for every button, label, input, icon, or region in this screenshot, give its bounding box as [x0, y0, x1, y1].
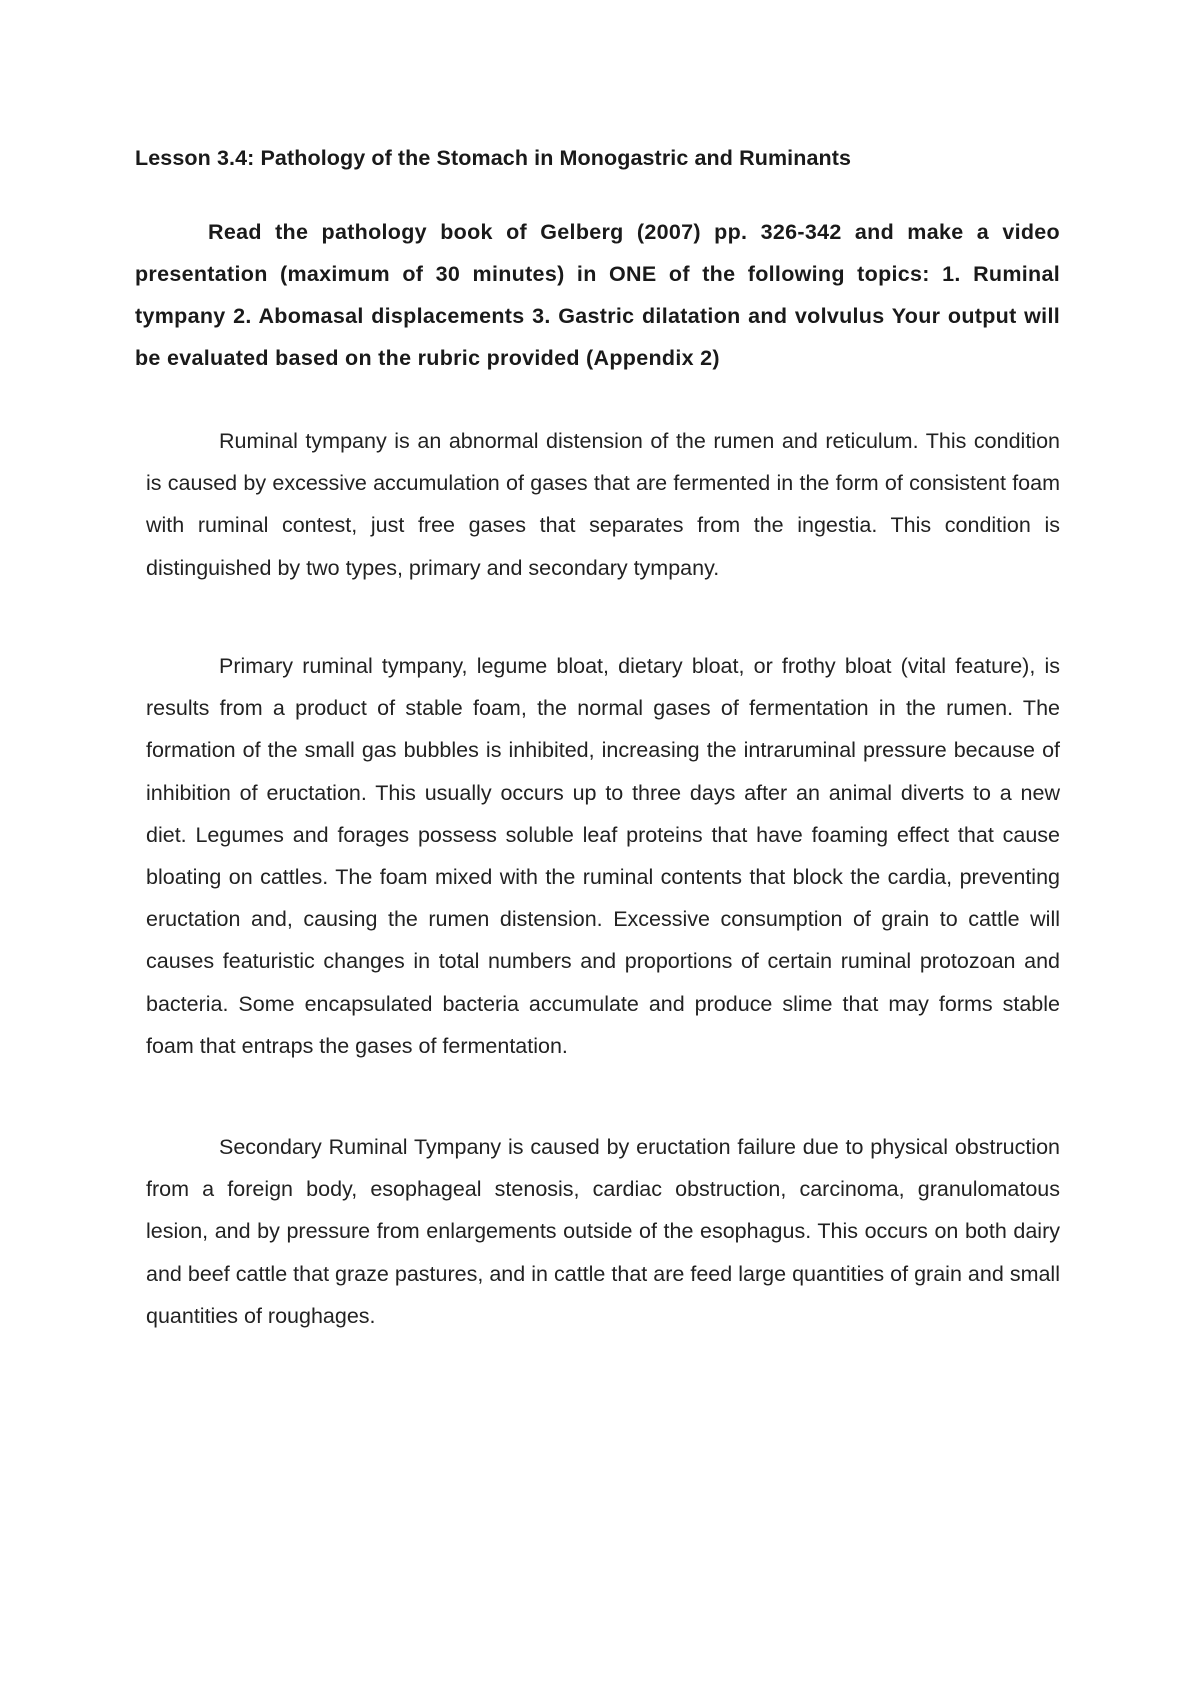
assignment-instructions: Read the pathology book of Gelberg (2007) pp. 326-342 and make a video presentation (maximum of 30 minutes) in ONE of the following topics: 1. Ruminal tympany 2. Abomasal displacements 3. Gastric dilatation and volvulus Your output will be evaluated based on the rubric provided (Appendix 2) — [135, 220, 1060, 370]
paragraph-primary-tympany: Primary ruminal tympany, legume bloat, dietary bloat, or frothy bloat (vital feature), is results from a product of stable foam, the normal gases of fermentation in the rumen. The formation of the small gas bubbles is inhibited, increasing the intraruminal pressure because of inhibition of eructation. This usually occurs up to three days after an animal diverts to a new diet. Legumes and forages possess soluble leaf proteins that have foaming effect that cause bloating on cattles. The foam mixed with the ruminal contents that block the cardia, preventing eructation and, causing the rumen distension. Excessive consumption of grain to cattle will causes featuristic changes in total numbers and proportions of certain ruminal protozoan and bacteria. Some encapsulated bacteria accumulate and produce slime that may forms stable foam that entraps the gases of fermentation. — [146, 654, 1060, 1058]
paragraph-ruminal-tympany: Ruminal tympany is an abnormal distension of the rumen and reticulum. This condition is caused by excessive accumulation of gases that are fermented in the form of consistent foam with ruminal contest, just free gases that separates from the ingestia. This condition is distinguished by two types, primary and secondary tympany. — [146, 429, 1060, 580]
paragraph-secondary-tympany: Secondary Ruminal Tympany is caused by eructation failure due to physical obstruction from a foreign body, esophageal stenosis, cardiac obstruction, carcinoma, granulomatous lesion, and by pressure from enlargements outside of the esophagus. This occurs on both dairy and beef cattle that graze pastures, and in cattle that are feed large quantities of grain and small quantities of roughages. — [146, 1135, 1060, 1328]
lesson-title: Lesson 3.4: Pathology of the Stomach in Monogastric and Ruminants — [135, 146, 852, 170]
